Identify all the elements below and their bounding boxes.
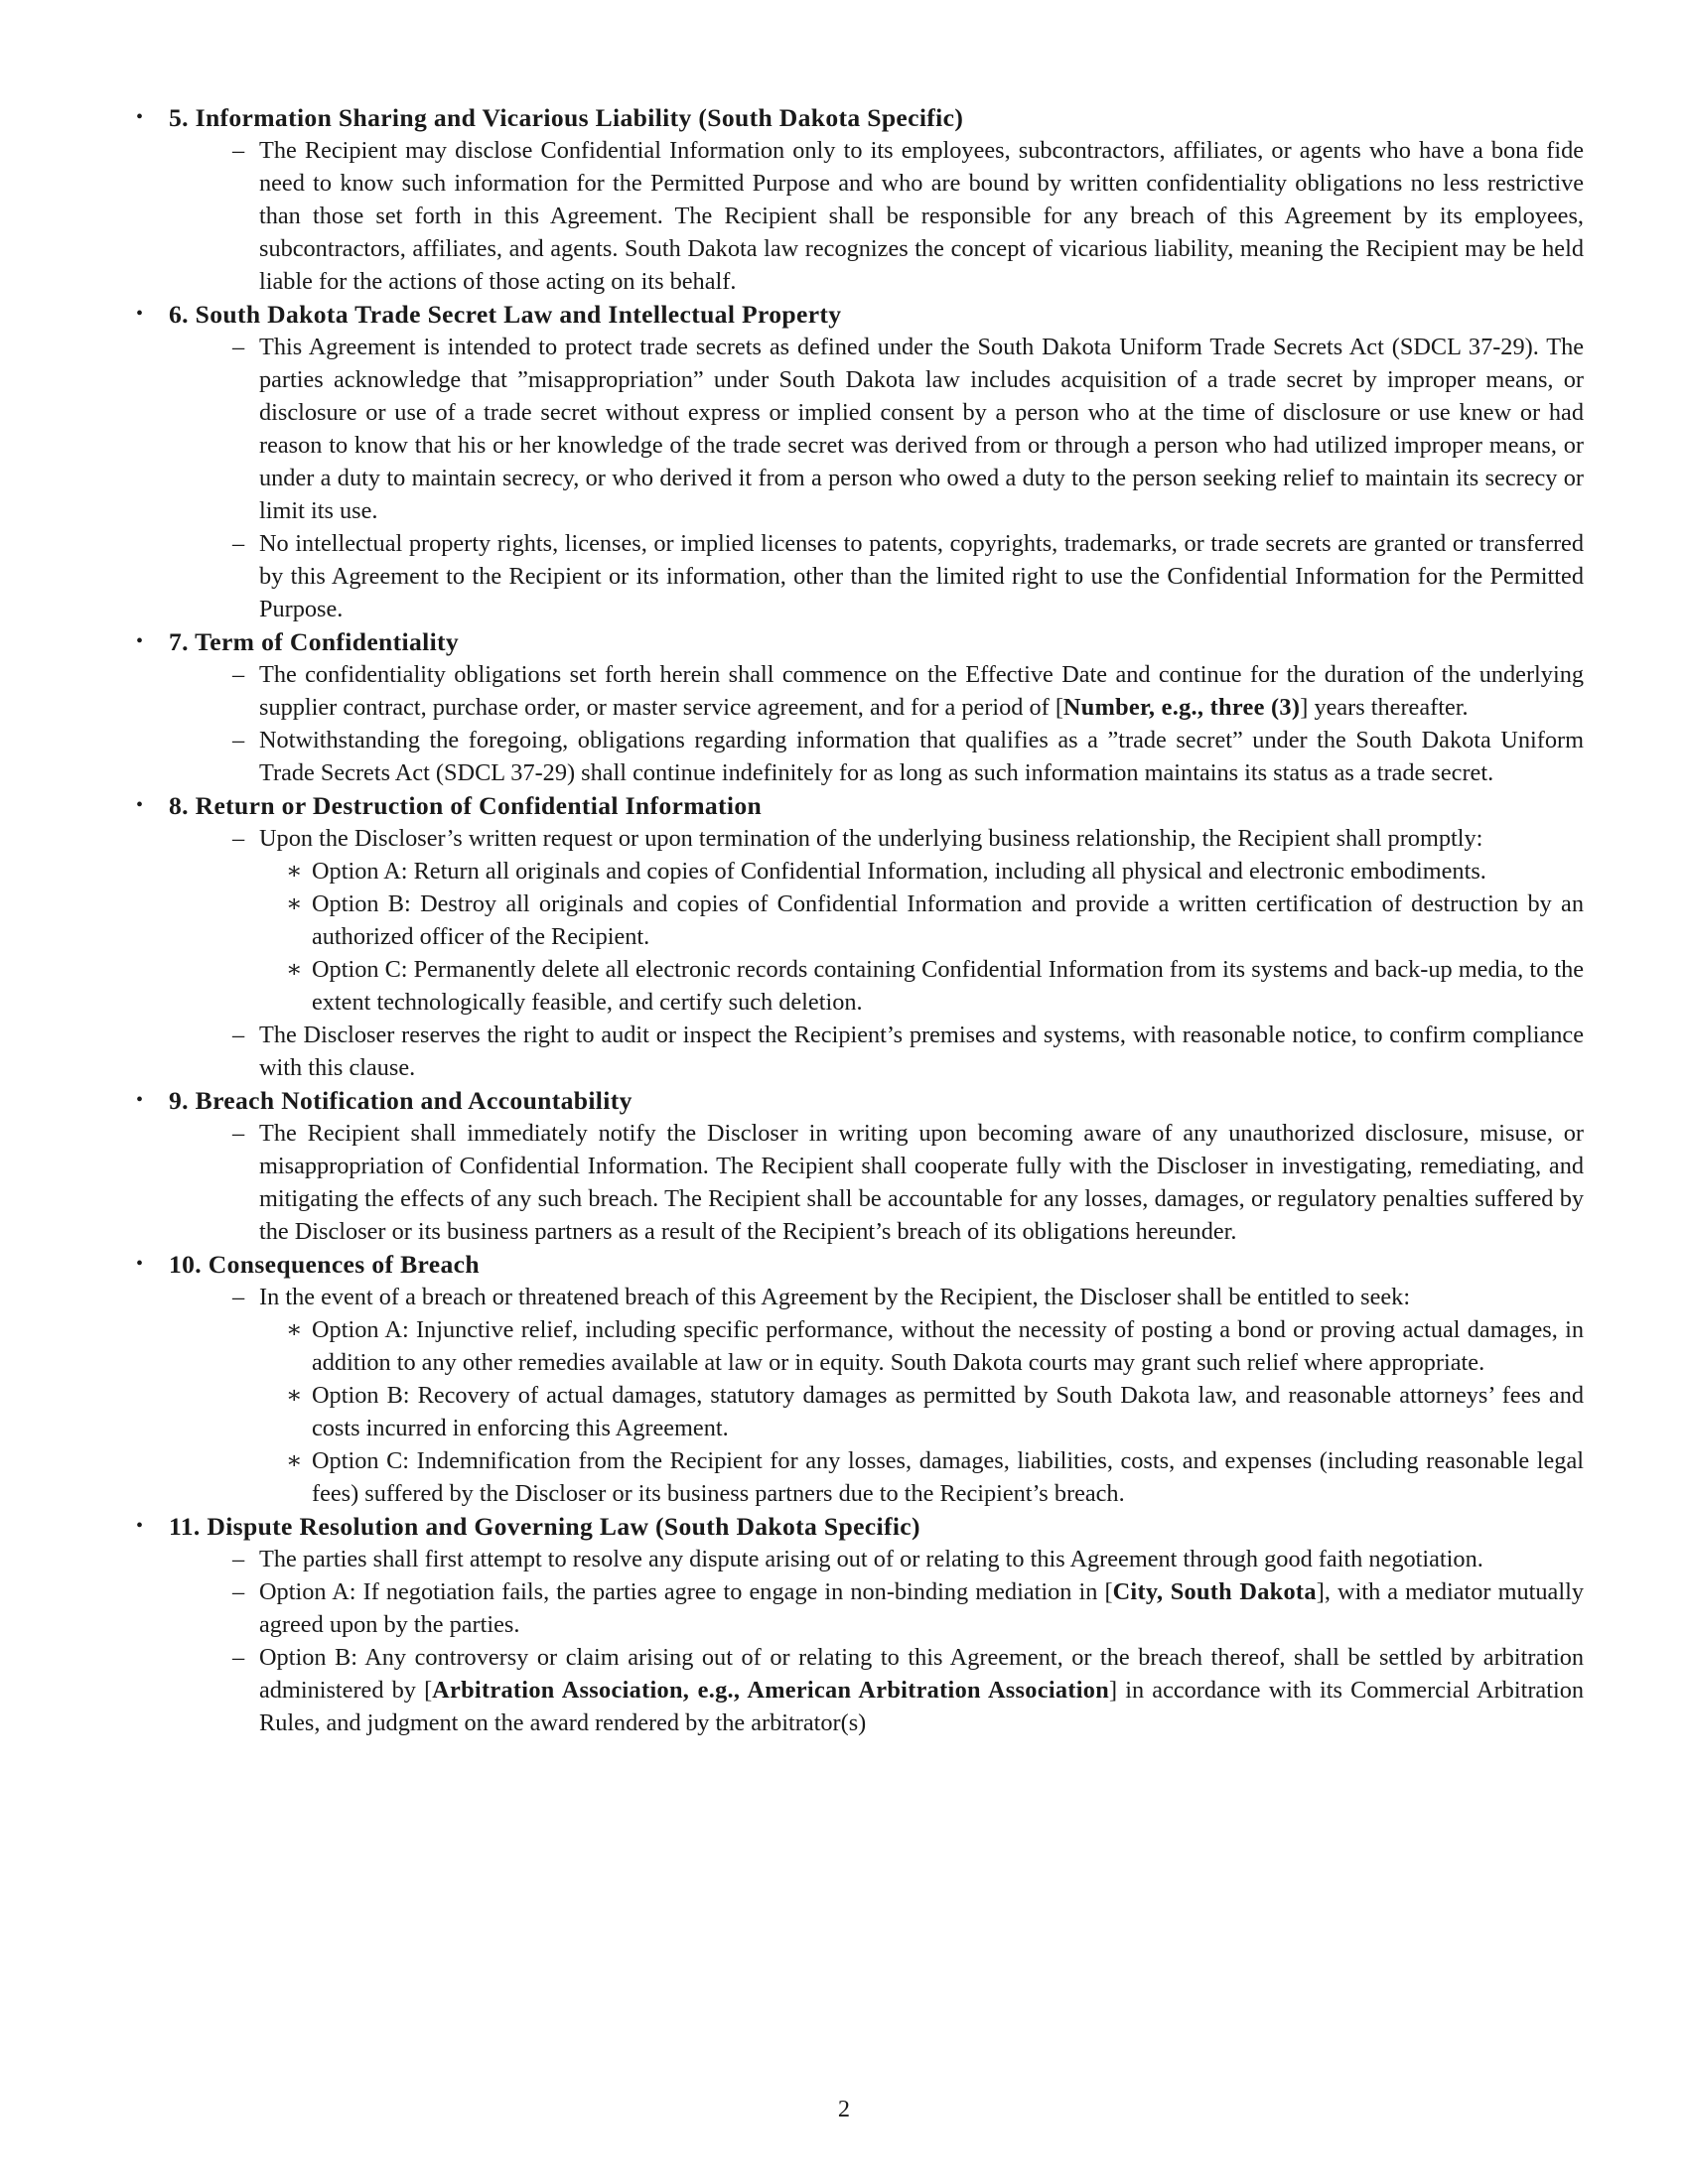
placeholder-field: City, South Dakota (1112, 1578, 1317, 1605)
section-heading (136, 101, 1584, 134)
paragraph-start: The confidentiality obligations set forth herein shall commence on the Effective Date and continue for the duration of the underlying supplier contract, purchase order, or master service agreement, and for a period of [ (259, 661, 1584, 721)
paragraph: In the event of a breach or threatened breach of this Agreement by the Recipient, the Discloser shall be entitled to seek: (259, 1284, 1411, 1310)
section-title: 9. Breach Notification and Accountability (169, 1086, 633, 1115)
section-heading (136, 1084, 1584, 1117)
section-heading (136, 625, 1584, 658)
dash-icon: – (232, 1578, 245, 1605)
section-heading (136, 1510, 1584, 1543)
section-heading (136, 789, 1584, 822)
option-text: Option A: Return all originals and copies of Confidential Information, including all physical and electronic embodiments. (312, 858, 1486, 885)
paragraph: This Agreement is intended to protect trade secrets as defined under the South Dakota Uniform Trade Secrets Act (SDCL 37-29). The parties acknowledge that ”misappropriation” under South Dakota law includes acquisition of a trade secret by improper means, or disclosure or use of a trade secret without express or implied consent by a person who at the time of disclosure or use knew or had reason to know that his or her knowledge of the trade secret was derived from or through a person who had utilized improper means, or under a duty to maintain secrecy, or who derived it from a person who owed a duty to the person seeking relief to maintain its secrecy or limit its use. (259, 334, 1584, 524)
placeholder-field: Number, e.g., three (3) (1062, 694, 1301, 721)
paragraph: The Recipient shall immediately notify the Discloser in writing upon becoming aware of any unauthorized disclosure, misuse, or misappropriation of Confidential Information. The Recipient shall cooperate fully with the Discloser in investigating, remediating, and mitigating the effects of any such breach. The Recipient shall be accountable for any losses, damages, or regulatory penalties suffered by the Discloser or its business partners as a result of the Recipient’s breach of its obligations hereunder. (259, 1120, 1584, 1245)
section-10 (136, 1248, 1584, 1510)
bullet-icon: • (136, 630, 144, 652)
asterisk-icon: ∗ (286, 1316, 303, 1343)
bullet-icon: • (136, 106, 144, 128)
paragraph: Upon the Discloser’s written request or upon termination of the underlying business relationship, the Recipient shall promptly: (259, 825, 1483, 852)
document-body (136, 101, 1584, 1739)
section-title: 10. Consequences of Breach (169, 1250, 480, 1279)
list-item (169, 1543, 1584, 1575)
asterisk-icon: ∗ (286, 1382, 303, 1409)
dash-icon: – (232, 530, 245, 557)
list-item (169, 134, 1584, 298)
list-item (169, 527, 1584, 625)
paragraph-end: ] years thereafter. (1300, 694, 1469, 721)
asterisk-icon: ∗ (286, 956, 303, 983)
dash-icon: – (232, 825, 245, 852)
list-item (169, 724, 1584, 789)
list-item (169, 1641, 1584, 1739)
option-text: Option A: Injunctive relief, including specific performance, without the necessity of posting a bond or proving actual damages, in addition to any other remedies available at law or in equity. South Dakota courts may grant such relief where appropriate. (312, 1316, 1584, 1376)
dash-icon: – (232, 661, 245, 688)
option-text: Option C: Permanently delete all electronic records containing Confidential Information from its systems and back-up media, to the extent technologically feasible, and certify such deletion. (312, 956, 1584, 1016)
section-11 (136, 1510, 1584, 1739)
bullet-icon: • (136, 1253, 144, 1275)
option-item (169, 887, 1584, 953)
page-number: 2 (837, 2096, 851, 2122)
paragraph-end: ] in accordance with its Commercial Arbitration Rules, and judgment on the award rendered by the arbitrator(s) (259, 1677, 1584, 1736)
section-title: 7. Term of Confidentiality (169, 627, 460, 656)
paragraph-end: ], with a mediator mutually agreed upon by the parties. (259, 1578, 1584, 1638)
list-item (169, 658, 1584, 724)
list-item (169, 822, 1584, 855)
paragraph: No intellectual property rights, licenses, or implied licenses to patents, copyrights, trademarks, or trade secrets are granted or transferred by this Agreement to the Recipient or its information, other than the limited right to use the Confidential Information for the Permitted Purpose. (259, 530, 1584, 622)
paragraph-start: Option B: Any controversy or claim arising out of or relating to this Agreement, or the breach thereof, shall be settled by arbitration administered by [ (259, 1644, 1584, 1704)
section-6 (136, 298, 1584, 625)
section-9 (136, 1084, 1584, 1248)
dash-icon: – (232, 1644, 245, 1671)
option-item (169, 1313, 1584, 1379)
dash-icon: – (232, 334, 245, 360)
section-title: 6. South Dakota Trade Secret Law and Intellectual Property (169, 300, 842, 329)
section-5 (136, 101, 1584, 298)
dash-icon: – (232, 727, 245, 753)
bullet-icon: • (136, 794, 144, 816)
list-item (169, 1117, 1584, 1248)
section-title: 5. Information Sharing and Vicarious Liability (South Dakota Specific) (169, 103, 964, 132)
asterisk-icon: ∗ (286, 1447, 303, 1474)
option-item (169, 1379, 1584, 1444)
paragraph-start: Option A: If negotiation fails, the parties agree to engage in non-binding mediation in [ (259, 1578, 1113, 1605)
option-item (169, 1444, 1584, 1510)
bullet-icon: • (136, 1515, 144, 1537)
bullet-icon: • (136, 303, 144, 325)
option-item (169, 855, 1584, 887)
section-8 (136, 789, 1584, 1084)
bullet-icon: • (136, 1089, 144, 1111)
dash-icon: – (232, 1022, 245, 1048)
dash-icon: – (232, 1284, 245, 1310)
option-text: Option B: Destroy all originals and copies of Confidential Information and provide a written certification of destruction by an authorized officer of the Recipient. (312, 890, 1584, 950)
section-title: 11. Dispute Resolution and Governing Law (South Dakota Specific) (169, 1512, 920, 1541)
paragraph: The Recipient may disclose Confidential Information only to its employees, subcontractors, affiliates, or agents who have a bona fide need to know such information for the Permitted Purpose and who are bound by written confidentiality obligations no less restrictive than those set forth in this Agreement. The Recipient shall be responsible for any breach of this Agreement by its employees, subcontractors, affiliates, and agents. South Dakota law recognizes the concept of vicarious liability, meaning the Recipient may be held liable for the actions of those acting on its behalf. (259, 137, 1584, 295)
paragraph: Notwithstanding the foregoing, obligations regarding information that qualifies as a ”trade secret” under the South Dakota Uniform Trade Secrets Act (SDCL 37-29) shall continue indefinitely for as long as such information maintains its status as a trade secret. (259, 727, 1584, 786)
option-text: Option C: Indemnification from the Recipient for any losses, damages, liabilities, costs, and expenses (including reasonable legal fees) suffered by the Discloser or its business partners due to the Recipient’s breach. (312, 1447, 1584, 1507)
section-heading (136, 1248, 1584, 1281)
dash-icon: – (232, 137, 245, 164)
section-title: 8. Return or Destruction of Confidential Information (169, 791, 763, 820)
asterisk-icon: ∗ (286, 858, 303, 885)
section-7 (136, 625, 1584, 789)
list-item (169, 1019, 1584, 1084)
option-text: Option B: Recovery of actual damages, statutory damages as permitted by South Dakota law, and reasonable attorneys’ fees and costs incurred in enforcing this Agreement. (312, 1382, 1584, 1441)
dash-icon: – (232, 1120, 245, 1147)
paragraph: The parties shall first attempt to resolve any dispute arising out of or relating to this Agreement through good faith negotiation. (259, 1546, 1483, 1572)
asterisk-icon: ∗ (286, 890, 303, 917)
list-item (169, 1575, 1584, 1641)
list-item (169, 1281, 1584, 1313)
option-item (169, 953, 1584, 1019)
placeholder-field: Arbitration Association, e.g., American Arbitration Association (432, 1677, 1110, 1704)
paragraph: The Discloser reserves the right to audit or inspect the Recipient’s premises and systems, with reasonable notice, to confirm compliance with this clause. (259, 1022, 1584, 1081)
section-heading (136, 298, 1584, 331)
list-item (169, 331, 1584, 527)
dash-icon: – (232, 1546, 245, 1572)
